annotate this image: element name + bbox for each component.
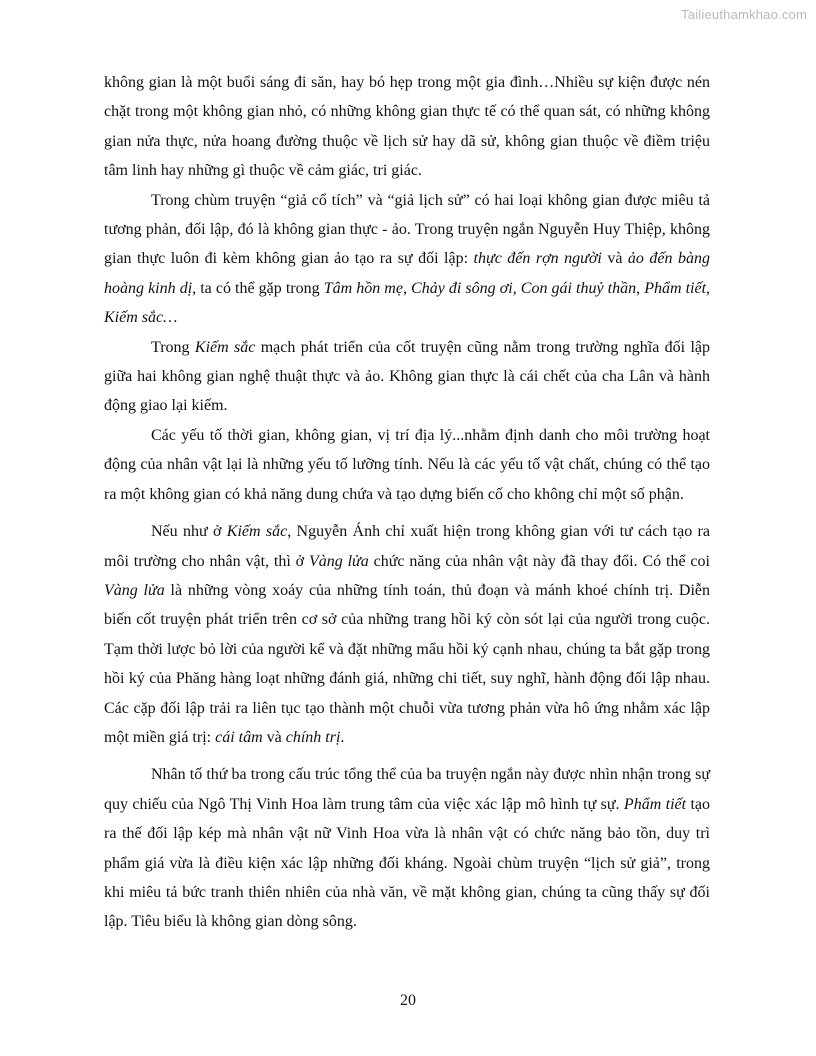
text-run: , <box>402 279 412 297</box>
italic-text: Vàng lửa <box>308 552 369 570</box>
italic-text: ảo đến bàng hoàng kinh dị <box>104 250 710 297</box>
italic-text: Phẩm tiết <box>644 279 707 297</box>
text-run: là những vòng xoáy của những tính toán, thủ đoạn và mánh khoé chính trị. Diễn biến cốt truyện phát triển trên cơ sở của những trang hồi ký còn sót lại của người trong cuộc. Tạm thời lược bỏ lời của người kể và đặt những mẩu hồi ký cạnh nhau, chúng ta bắt gặp trong hồi ký của Phăng hàng loạt những đánh giá, những chi tiết, suy nghĩ, hành động đối lập nhau. Các cặp đối lập trải ra liên tục tạo thành một chuỗi vừa tương phản vừa hô ứng nhằm xác lập một miền giá trị: <box>104 581 711 746</box>
italic-text: Tâm hồn mẹ <box>323 279 403 297</box>
italic-text: Con gái thuỷ thần <box>520 279 637 297</box>
watermark: Tailieuthamkhao.com <box>681 7 807 22</box>
italic-text: thực đến rợn người <box>473 250 602 268</box>
italic-text: cái tâm <box>215 728 263 746</box>
italic-text: Vàng lửa <box>104 581 165 599</box>
text-run: , ta có thể gặp trong <box>192 279 324 297</box>
text-run: Nhân tố thứ ba trong cấu trúc tổng thể của ba truyện ngắn này được nhìn nhận trong sự quy chiếu của Ngô Thị Vinh Hoa làm trung tâm của việc xác lập mô hình tự sự. <box>104 766 710 813</box>
text-run: và <box>601 250 628 268</box>
italic-text: Kiếm sắc <box>194 338 256 356</box>
paragraph <box>104 421 710 509</box>
text-run: , <box>706 279 711 297</box>
text-run: mạch phát triển của cốt truyện cũng nằm trong trường nghĩa đối lập giữa hai không gian nghệ thuật thực và ảo. Không gian thực là cái chết của cha Lân và hành động giao lại kiếm. <box>104 338 711 415</box>
paragraph <box>104 333 710 421</box>
italic-text: Kiếm sắc <box>226 523 288 541</box>
text-run: chức năng của nhân vật này đã thay đổi. Có thể coi <box>368 552 710 570</box>
text-run: , Nguyễn Ánh chỉ xuất hiện trong không gian với tư cách tạo ra môi trường cho nhân vật, thì ở <box>104 523 710 570</box>
italic-text: Phẩm tiết <box>623 795 687 813</box>
text-run: và <box>262 728 286 746</box>
text-run: tạo ra thế đối lập kép mà nhân vật nữ Vinh Hoa vừa là nhân vật có chức năng bảo tồn, duy trì phẩm giá vừa là điều kiện xác lập những đối kháng. Ngoài chùm truyện “lịch sử giả”, trong khi miêu tả bức tranh thiên nhiên của nhà văn, về mặt không gian, chúng ta cũng thấy sự đối lập. Tiêu biểu là không gian dòng sông. <box>104 795 711 931</box>
paragraph <box>104 517 710 752</box>
text-run: Trong chùm truyện “giả cổ tích” và “giả lịch sử” có hai loại không gian được miêu tả tương phản, đối lập, đó là không gian thực - ảo. Trong truyện ngắn Nguyễn Huy Thiệp, không gian thực luôn đi kèm không gian ảo tạo ra sự đối lập: <box>104 191 710 268</box>
text-run: Các yếu tố thời gian, không gian, vị trí địa lý...nhằm định danh cho môi trường hoạt động của nhân vật lại là những yếu tố lưỡng tính. Nếu là các yếu tố vật chất, chúng có thể tạo ra một không gian có khả năng dung chứa và tạo dựng biến cố cho không chỉ một số phận. <box>104 426 710 503</box>
text-run: , <box>636 279 645 297</box>
italic-text: Chảy đi sông ơi <box>411 279 513 297</box>
italic-text: chính trị <box>285 728 341 746</box>
text-run: . <box>340 728 345 746</box>
page-number: 20 <box>400 992 416 1009</box>
paragraph <box>104 760 710 936</box>
paragraph <box>104 68 710 186</box>
text-run: không gian là một buổi sáng đi săn, hay bó hẹp trong một gia đình…Nhiều sự kiện được nén chặt trong một không gian nhỏ, có những không gian thực tế có thể quan sát, có những không gian nửa thực, nửa hoang đường thuộc về lịch sử hay dã sử, không gian thuộc về điềm triệu tâm linh hay những gì thuộc về cảm giác, tri giác. <box>104 74 710 180</box>
text-run: Trong <box>151 338 195 356</box>
text-run: , <box>512 279 521 297</box>
document-body <box>104 68 710 937</box>
text-run: Nếu như ở <box>151 523 227 541</box>
paragraph <box>104 186 710 333</box>
italic-text: Kiếm sắc… <box>104 309 178 327</box>
